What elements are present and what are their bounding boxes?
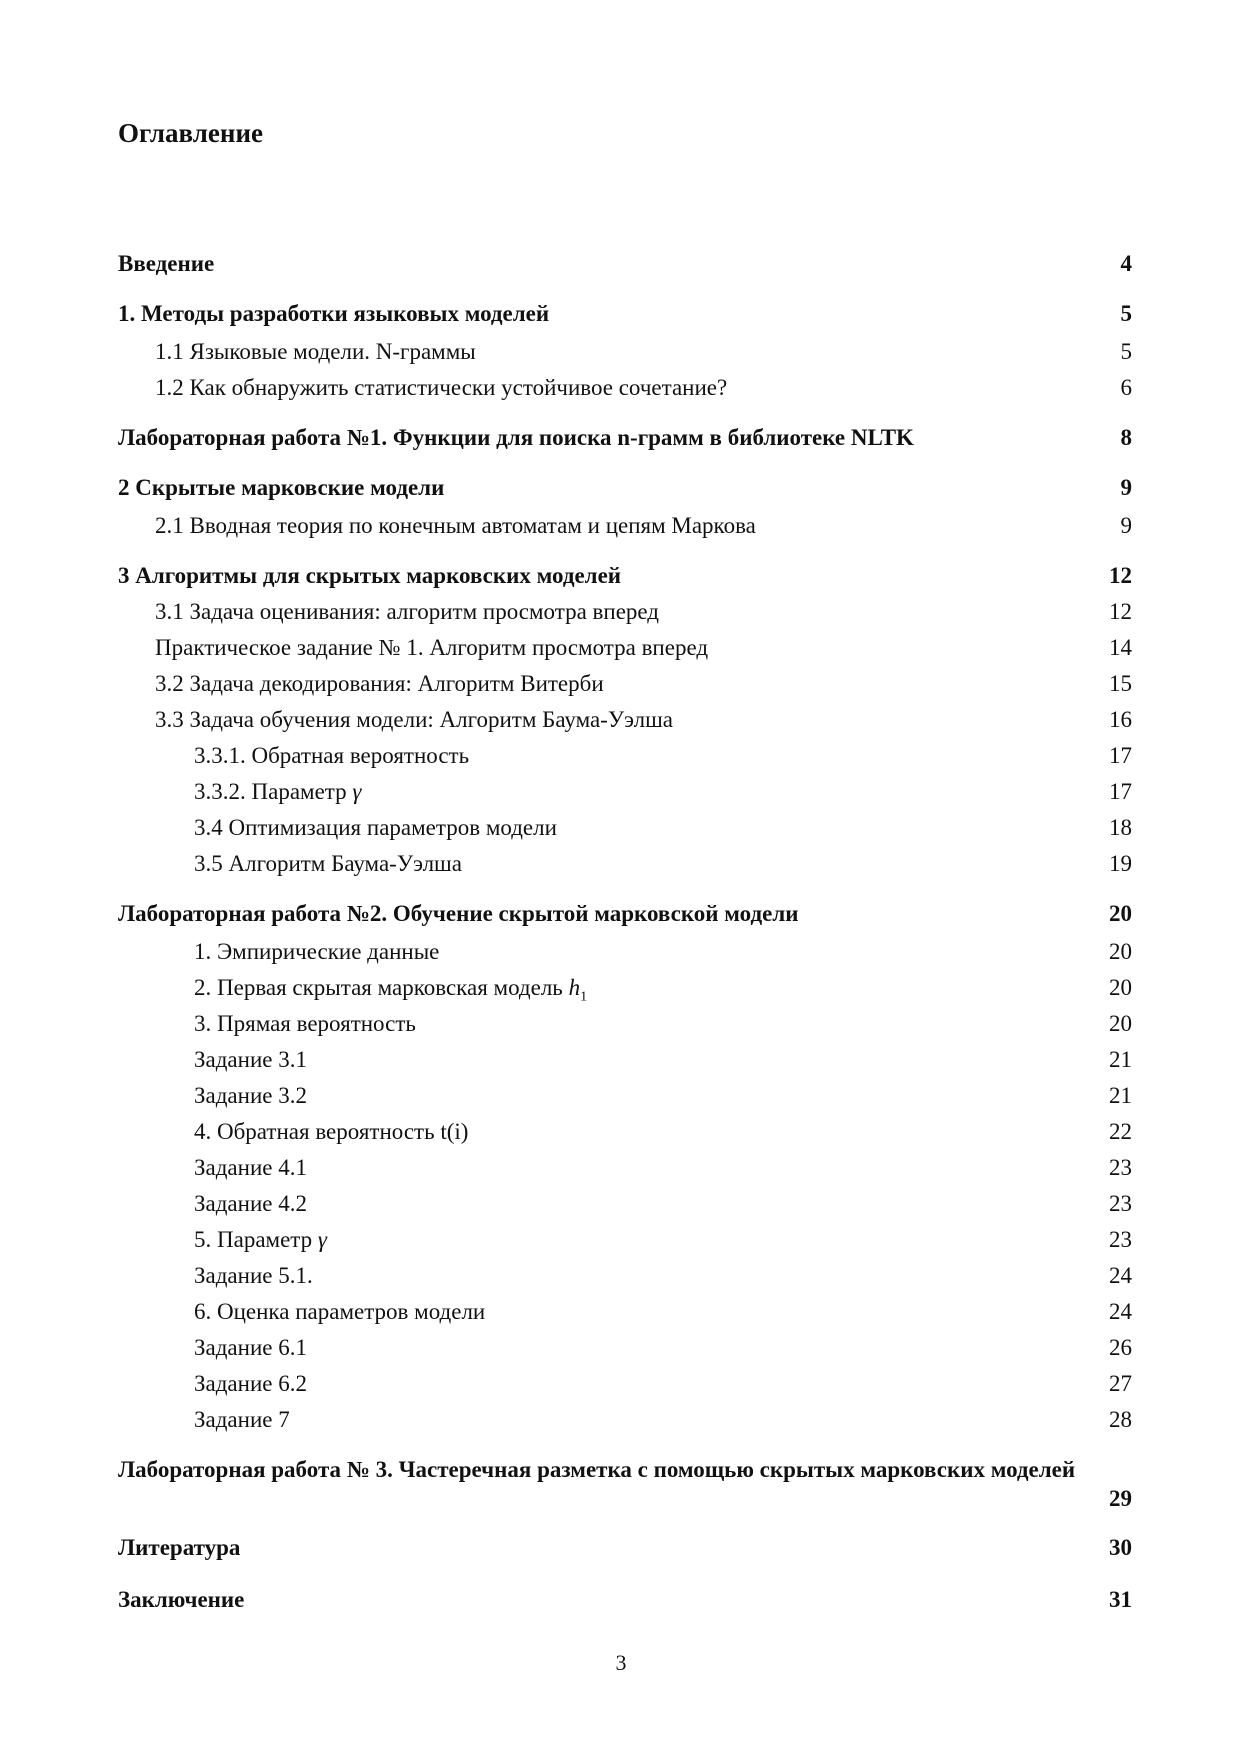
toc-entry-label: Задание 6.1: [194, 1335, 307, 1360]
toc-entry-page: 21: [1109, 1047, 1132, 1072]
toc-entry-label: 5. Параметр: [194, 1227, 313, 1252]
toc-entry-page: 24: [1109, 1263, 1132, 1288]
toc-entry-label: Задание 3.1: [194, 1047, 307, 1072]
toc-entry-label: Практическое задание № 1. Алгоритм просмотра вперед: [155, 635, 709, 660]
toc-entry-label: 3.1 Задача оценивания: алгоритм просмотра вперед: [155, 599, 660, 624]
page-number: 3: [615, 1650, 627, 1675]
toc-entry-label: Литература: [118, 1535, 241, 1560]
toc-entry-page: 26: [1109, 1335, 1132, 1360]
toc-entry-label: 4. Обратная вероятность t(i): [194, 1119, 469, 1144]
toc-entry-page: 28: [1109, 1407, 1132, 1432]
toc-entry-label: Задание 7: [194, 1407, 290, 1432]
toc-entry-page: 18: [1109, 815, 1132, 840]
toc-entry-label: 3.3.2. Параметр: [194, 779, 347, 804]
toc-entry-page: 12: [1109, 563, 1132, 588]
page-title: Оглавление: [118, 118, 263, 148]
toc-entry-page: 16: [1109, 707, 1132, 732]
toc-entry-page: 6: [1120, 375, 1132, 400]
toc-entry-page: 20: [1109, 901, 1132, 926]
toc-entry-label-group: [194, 974, 587, 1011]
toc-entry-page: 14: [1109, 635, 1132, 660]
toc-entry-label: Задание 4.2: [194, 1191, 307, 1216]
toc-entry-label: Введение: [118, 251, 215, 276]
toc-entry-label: Лабораторная работа № 3. Частеречная разметка с помощью скрытых марковских моделей: [118, 1457, 1076, 1482]
toc-entry-page: 31: [1109, 1587, 1132, 1612]
toc-entry-page: 17: [1109, 779, 1132, 804]
toc-entry-page: 27: [1109, 1371, 1132, 1396]
toc-entry-page: 19: [1109, 851, 1132, 876]
toc-entry-page: 20: [1109, 975, 1132, 1000]
toc-entry-label: 2 Скрытые марковские модели: [118, 475, 445, 500]
toc-entry-page: 9: [1120, 513, 1132, 538]
toc-entry-label: 3 Алгоритмы для скрытых марковских моделей: [118, 563, 622, 588]
toc-entry-label: 3. Прямая вероятность: [194, 1011, 416, 1036]
toc-entry-label: 3.3 Задача обучения модели: Алгоритм Баума-Уэлша: [155, 707, 673, 732]
toc-entry-label: 1.2 Как обнаружить статистически устойчивое сочетание?: [155, 375, 728, 400]
toc-entry-page: 4: [1120, 251, 1132, 276]
toc-entry-page: 9: [1120, 475, 1132, 500]
toc-entry-label-group: [194, 778, 361, 805]
toc-entry-label: Задание 4.1: [194, 1155, 307, 1180]
toc-entry-label: Задание 3.2: [194, 1083, 307, 1108]
toc-entry-label: Задание 6.2: [194, 1371, 307, 1396]
toc-entry-page: 29: [1109, 1486, 1132, 1511]
toc-entry-label: 2. Первая скрытая марковская модель: [194, 975, 563, 1000]
toc-entry-page: 8: [1120, 425, 1132, 450]
toc-entry-page: 20: [1109, 1011, 1132, 1036]
toc-entry-page: 5: [1120, 301, 1132, 326]
toc-entry-label: 1.1 Языковые модели. N-граммы: [155, 339, 476, 364]
toc-entry-page: 22: [1109, 1119, 1132, 1144]
toc-entry-label: 3.2 Задача декодирования: Алгоритм Витерби: [155, 671, 604, 696]
toc-entry-label: Задание 5.1.: [194, 1263, 313, 1288]
toc-entry-page: 23: [1109, 1227, 1132, 1252]
toc-entry-page: 23: [1109, 1155, 1132, 1180]
toc-entry-page: 15: [1109, 671, 1132, 696]
toc-entry-label: 3.3.1. Обратная вероятность: [194, 743, 470, 768]
toc-entry-page: 21: [1109, 1083, 1132, 1108]
h-symbol: h: [568, 975, 581, 1000]
toc-entry-label: Лабораторная работа №1. Функции для поиска n-грамм в библиотеке NLTK: [118, 425, 914, 450]
toc-entry-label-group: [194, 1226, 327, 1253]
toc-entry-page: 23: [1109, 1191, 1132, 1216]
toc-entry[interactable]: [118, 1454, 1132, 1518]
toc-entry-label: Заключение: [118, 1587, 245, 1612]
toc-entry-page: 12: [1109, 599, 1132, 624]
gamma-symbol: γ: [352, 779, 362, 804]
toc-entry-page: 20: [1109, 939, 1132, 964]
toc-entry-page: 24: [1109, 1299, 1132, 1324]
toc-entry-page: 17: [1109, 743, 1132, 768]
toc-entry-label: 1. Эмпирические данные: [194, 939, 440, 964]
toc-entry-label: 3.4 Оптимизация параметров модели: [194, 815, 557, 840]
h-subscript: 1: [580, 989, 588, 1005]
toc-entry-page: 30: [1109, 1535, 1132, 1560]
toc-entry-label: 6. Оценка параметров модели: [194, 1299, 486, 1324]
toc-entry-page: 5: [1120, 339, 1132, 364]
toc-entry-label: 2.1 Вводная теория по конечным автоматам и цепям Маркова: [155, 513, 756, 538]
gamma-symbol: γ: [317, 1227, 327, 1252]
toc-entry-label: Лабораторная работа №2. Обучение скрытой марковской модели: [118, 901, 799, 926]
toc-entry-label: 1. Методы разработки языковых моделей: [118, 301, 550, 326]
toc-entry-label: 3.5 Алгоритм Баума-Уэлша: [194, 851, 462, 876]
